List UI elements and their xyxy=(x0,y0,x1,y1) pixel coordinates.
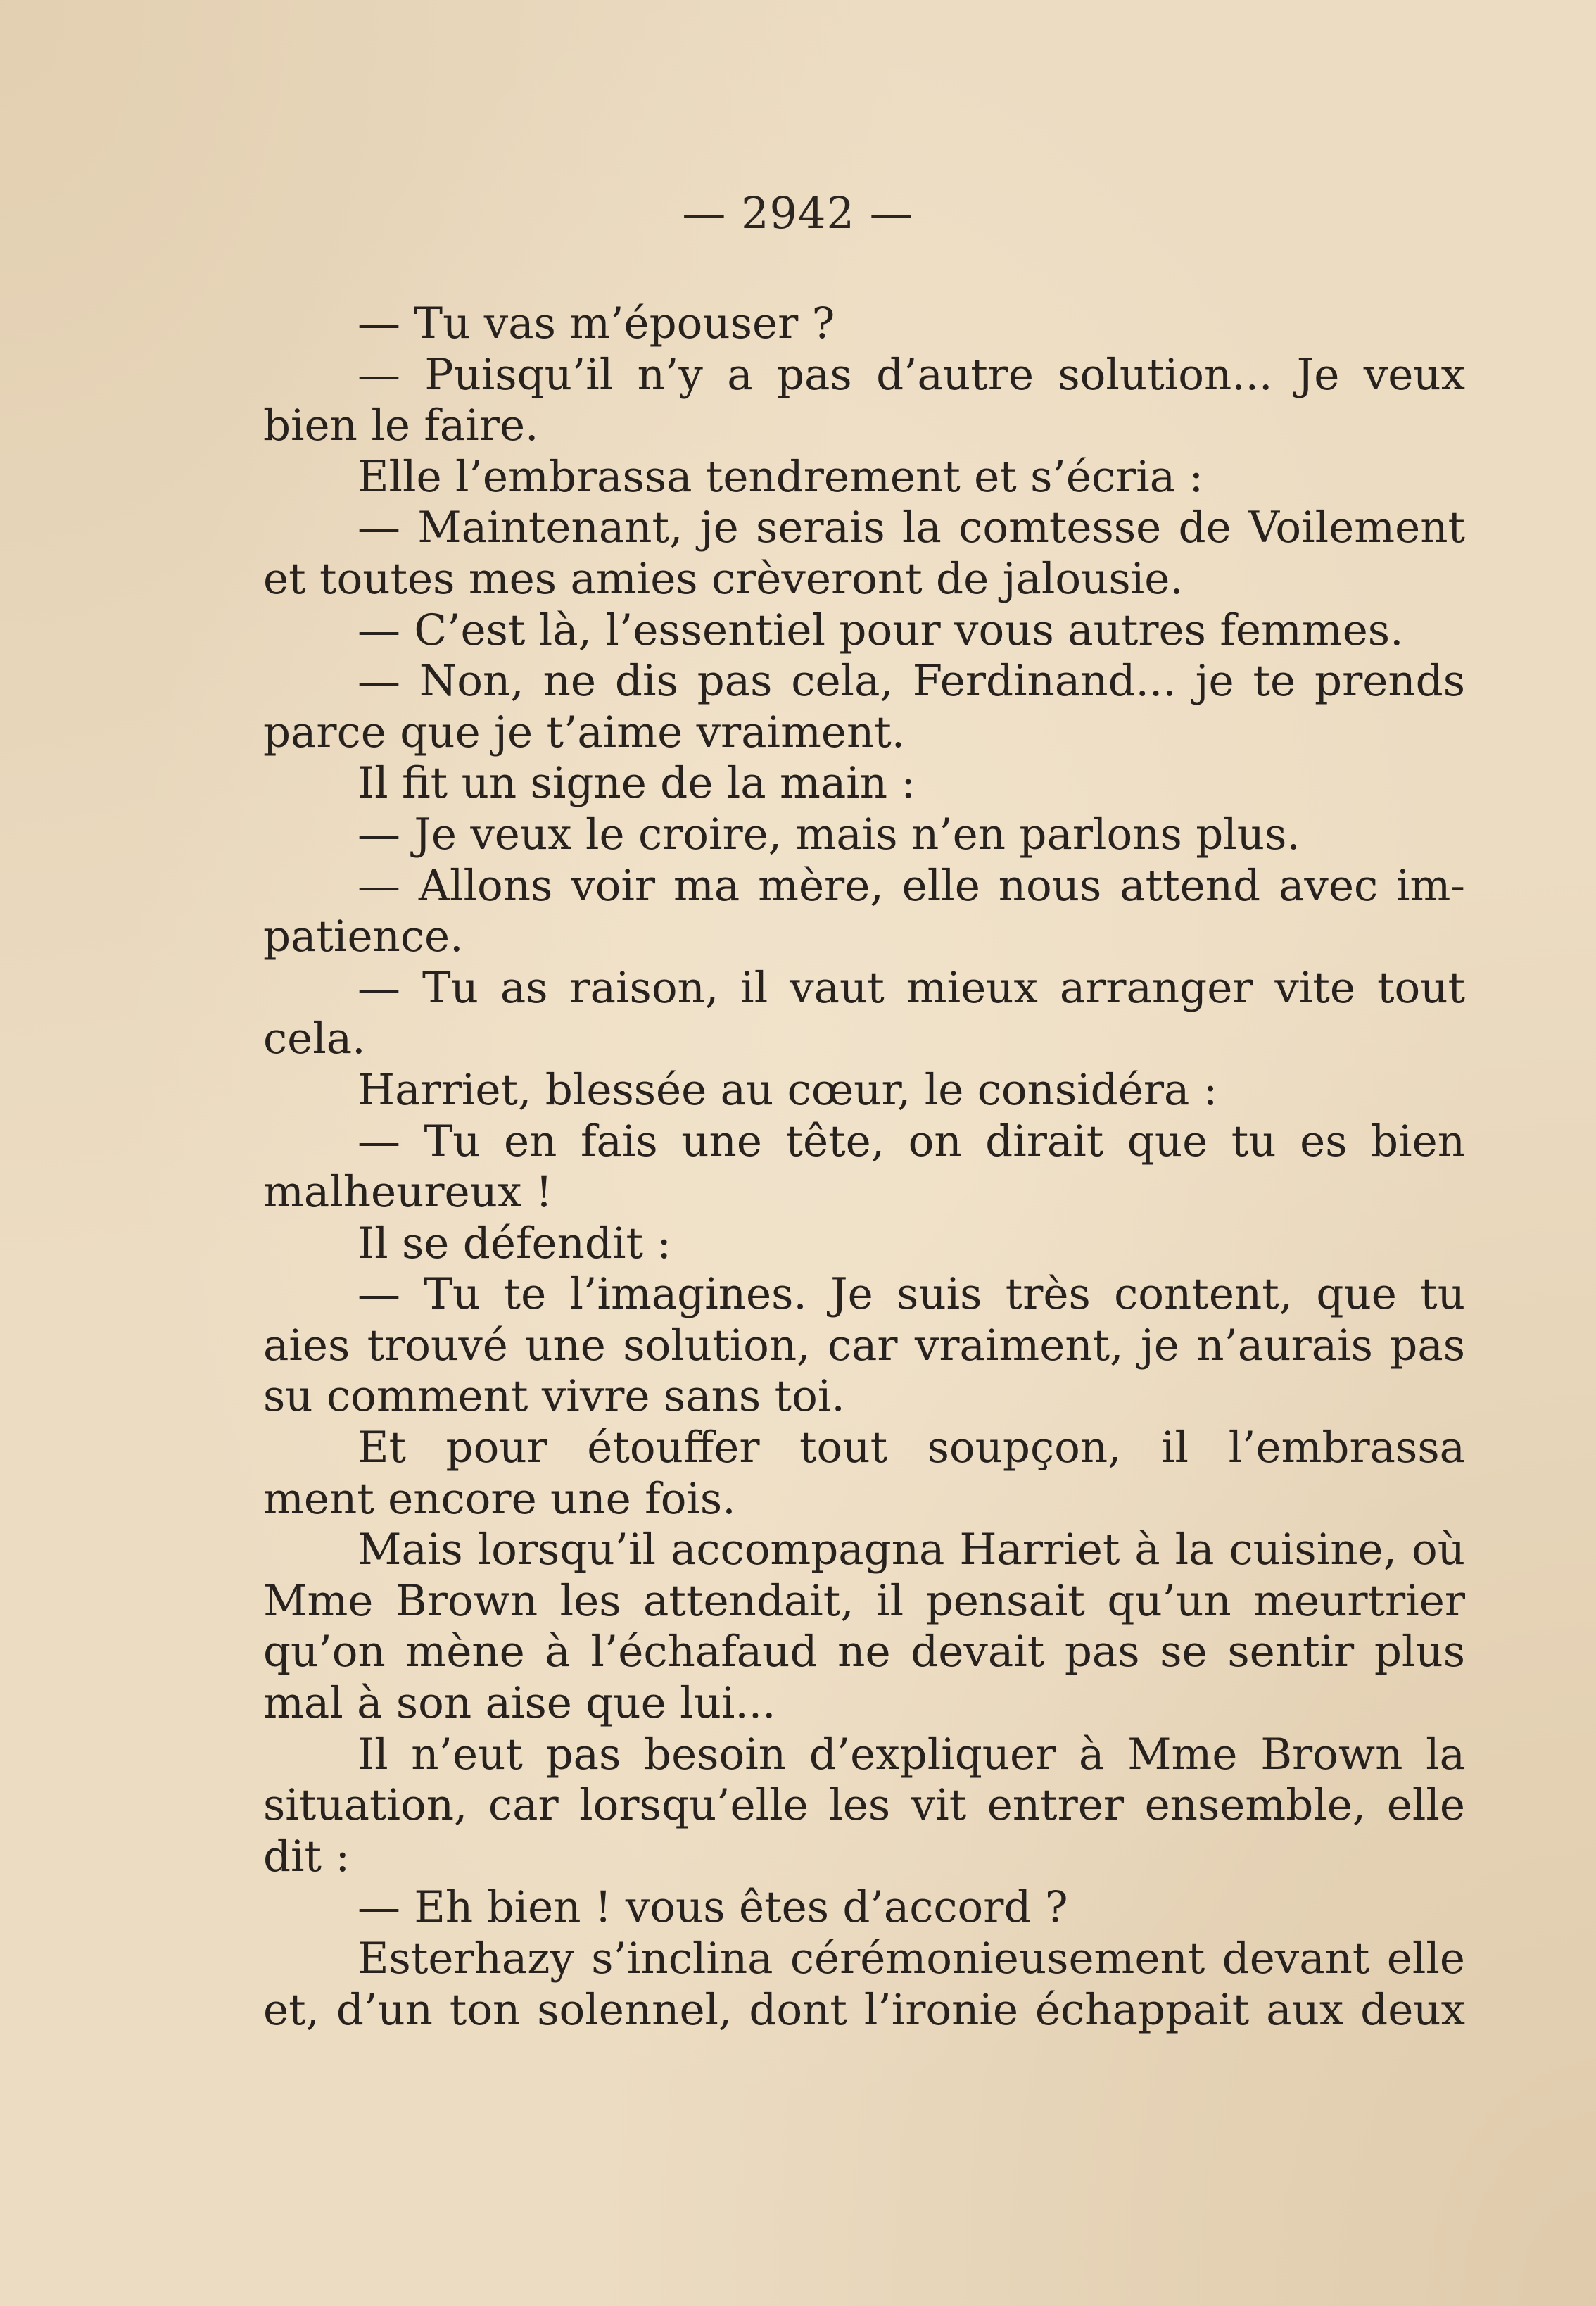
text-line: — Tu te l’imagines. Je suis très content, que tu xyxy=(357,1269,1465,1320)
text-line: — Tu as raison, il vaut mieux arranger vite tout xyxy=(357,962,1465,1013)
text-line: — Tu en fais une tête, on dirait que tu es bien xyxy=(357,1116,1465,1166)
text-line: cela. xyxy=(263,1014,366,1064)
text-line: Esterhazy s’inclina cérémonieusement devant elle xyxy=(357,1934,1465,1984)
page-number: — 2942 — xyxy=(682,187,914,239)
text-line: — Non, ne dis pas cela, Ferdinand... je te prends xyxy=(357,656,1465,707)
text-line: aies trouvé une solution, car vraiment, je n’aurais pas xyxy=(263,1320,1465,1371)
text-line: — Puisqu’il n’y a pas d’autre solution... Je veux xyxy=(357,349,1465,400)
text-line: parce que je t’aime vraiment. xyxy=(263,707,906,757)
text-line: et toutes mes amies crèveront de jalousie. xyxy=(263,553,1184,604)
text-line: Elle l’embrassa tendrement et s’écria : xyxy=(357,451,1204,502)
text-line: — C’est là, l’essentiel pour vous autres femmes. xyxy=(357,605,1404,655)
text-line: mal à son aise que lui... xyxy=(263,1678,776,1729)
text-line: situation, car lorsqu’elle les vit entrer ensemble, elle xyxy=(263,1780,1465,1831)
text-line: bien le faire. xyxy=(263,401,539,451)
text-line: su comment vivre sans toi. xyxy=(263,1371,845,1422)
text-line: malheureux ! xyxy=(263,1167,553,1218)
body-text xyxy=(263,298,1465,2036)
text-line: — Allons voir ma mère, elle nous attend avec im- xyxy=(357,860,1465,911)
text-line: — Tu vas m’épouser ? xyxy=(357,298,835,348)
text-line: Mais lorsqu’il accompagna Harriet à la cuisine, où xyxy=(357,1525,1465,1575)
text-line: Harriet, blessée au cœur, le considéra : xyxy=(357,1064,1218,1115)
text-line: Mme Brown les attendait, il pensait qu’un meurtrier xyxy=(263,1575,1465,1626)
text-line: qu’on mène à l’échafaud ne devait pas se sentir plus xyxy=(263,1627,1465,1677)
text-line: ment encore une fois. xyxy=(263,1473,736,1524)
text-line: — Eh bien ! vous êtes d’accord ? xyxy=(357,1882,1068,1933)
text-line: Il se défendit : xyxy=(357,1218,671,1268)
text-line: — Je veux le croire, mais n’en parlons plus. xyxy=(357,809,1300,859)
text-line: patience. xyxy=(263,912,464,962)
text-line: et, d’un ton solennel, dont l’ironie échappait aux deux xyxy=(263,1984,1465,2035)
text-line: dit : xyxy=(263,1831,350,1882)
text-line: Il fit un signe de la main : xyxy=(357,758,916,809)
text-line: — Maintenant, je serais la comtesse de Voilement xyxy=(357,503,1465,553)
text-line: Il n’eut pas besoin d’expliquer à Mme Brown la xyxy=(357,1729,1465,1779)
text-line: Et pour étouffer tout soupçon, il l’embrassa xyxy=(357,1423,1465,1473)
